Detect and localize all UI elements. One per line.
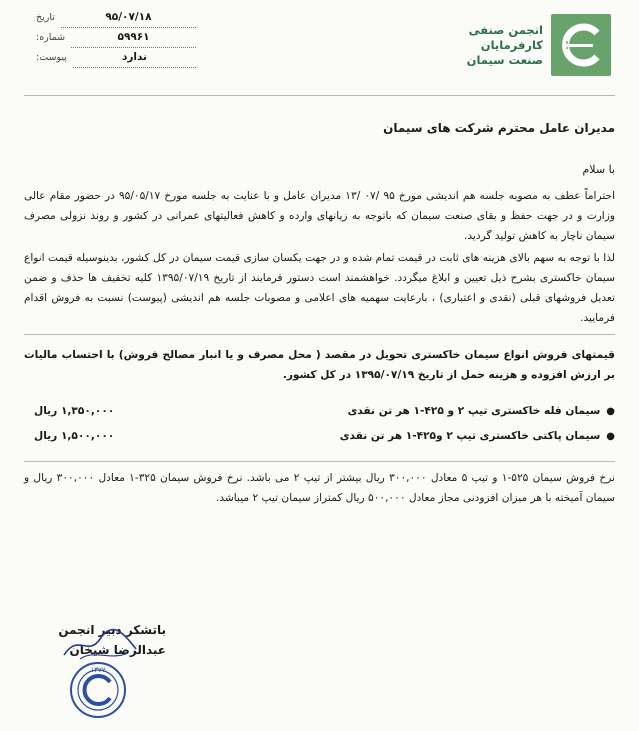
price-item bbox=[24, 424, 615, 449]
signatory-name: عبدالرضا شیخان bbox=[69, 643, 166, 657]
section-divider bbox=[24, 334, 615, 335]
letter-body bbox=[24, 118, 615, 510]
logo-c-icon bbox=[557, 21, 605, 69]
org-line-1: انجمن صنفی bbox=[468, 22, 543, 37]
letter-meta bbox=[36, 8, 196, 68]
bullet-icon: ● bbox=[606, 431, 615, 442]
section-divider bbox=[24, 461, 615, 462]
organization-header bbox=[467, 14, 611, 76]
price-desc-wrap bbox=[340, 424, 615, 449]
number-label: شماره: bbox=[36, 32, 66, 43]
attachment-value: ندارد bbox=[73, 48, 196, 68]
org-line-3: صنعت سیمان bbox=[466, 52, 543, 67]
price-description: سیمان پاکتی خاکستری تیپ ۲ و۴۲۵-۱ هر تن نقدی bbox=[339, 430, 601, 442]
paragraph-2: لذا با توجه به سهم بالای هزینه های ثابت در قیمت تمام شده و در جهت یکسان سازی قیمت سیمان در کل کشور، بدینوسیله قیمت انواع سیمان خاکستری بشرح ذیل تعیین و ابلاغ میگردد. خواهشمند است دستور فرمایند از تاریخ ۱۳۹۵/۰۷/۱۹ کلیه تخفیف ها حذف و ضمن تعدیل فروشهای قبلی (نقدی و اعتباری) ، بارعایت سهمیه های اعلامی و مصوبات جلسه هم اندیشی (پیوست) نسبت به فروش اقدام فرمایید. bbox=[24, 252, 615, 324]
price-value: ۱,۳۵۰,۰۰۰ ریال bbox=[34, 405, 115, 417]
price-desc-wrap bbox=[348, 399, 615, 424]
price-list bbox=[24, 399, 615, 449]
price-item bbox=[24, 399, 615, 424]
handwritten-signature bbox=[60, 627, 140, 663]
paragraph-1: احتراماً عطف به مصوبه جلسه هم اندیشی مورخ ۹۵ /۰۷ /۱۳ مدیران عامل و با عنایت به جلسه مورخ ۹۵/۰۵/۱۷ در حضور مقام عالی وزارت و در جهت حفظ و بقای صنعت سیمان که باتوجه به زیانهای وارده و کاهش فعالیتهای عمرانی در کشور و روند نزولی مصرف سیمان ناچار به کاهش تولید گردید. bbox=[24, 190, 616, 242]
stamp-text: ۱۳۷۷ bbox=[90, 666, 106, 674]
greeting: با سلام bbox=[582, 163, 615, 176]
organization-name bbox=[467, 23, 543, 68]
signature-title: باتشکر دبیر انجمن bbox=[58, 623, 166, 637]
official-stamp-icon bbox=[68, 660, 128, 720]
recipient-line: مدیران عامل محترم شرکت های سیمان bbox=[383, 121, 615, 135]
bullet-icon: ● bbox=[606, 406, 615, 417]
date-row bbox=[36, 8, 196, 28]
number-row bbox=[36, 28, 196, 48]
price-description: سیمان فله خاکستری تیپ ۲ و ۴۲۵-۱ هر تن نقدی bbox=[347, 405, 601, 417]
date-label: تاریخ bbox=[36, 12, 55, 23]
header-divider bbox=[24, 95, 615, 96]
date-value: ۹۵/۰۷/۱۸ bbox=[61, 8, 196, 28]
organization-logo bbox=[551, 14, 611, 76]
org-line-2: کارفرمایان bbox=[480, 37, 543, 52]
paragraph-4: نرخ فروش سیمان ۵۲۵-۱ و تیپ ۵ معادل ۳۰۰,۰۰۰ ریال بیشتر از تیپ ۲ می باشد. نرخ فروش سیمان ۳۲۵-۱ معادل ۳۰۰,۰۰۰ ریال و سیمان آمیخته با هر میزان افزودنی مجاز معادل ۵۰۰,۰۰۰ ریال کمتراز سیمان تیپ ۲ میباشد. bbox=[24, 472, 615, 504]
paragraph-3: قیمتهای فروش انواع سیمان خاکستری تحویل در مقصد ( محل مصرف و یا انبار مصالح فروش) با احتساب مالیات بر ارزش افزوده و هزینه حمل از تاریخ ۱۳۹۵/۰۷/۱۹ در کل کشور. bbox=[24, 349, 615, 381]
price-value: ۱,۵۰۰,۰۰۰ ریال bbox=[34, 430, 115, 442]
number-value: ۵۹۹۶۱ bbox=[71, 28, 196, 48]
attachment-row bbox=[36, 48, 196, 68]
attachment-label: پیوست: bbox=[36, 52, 67, 63]
